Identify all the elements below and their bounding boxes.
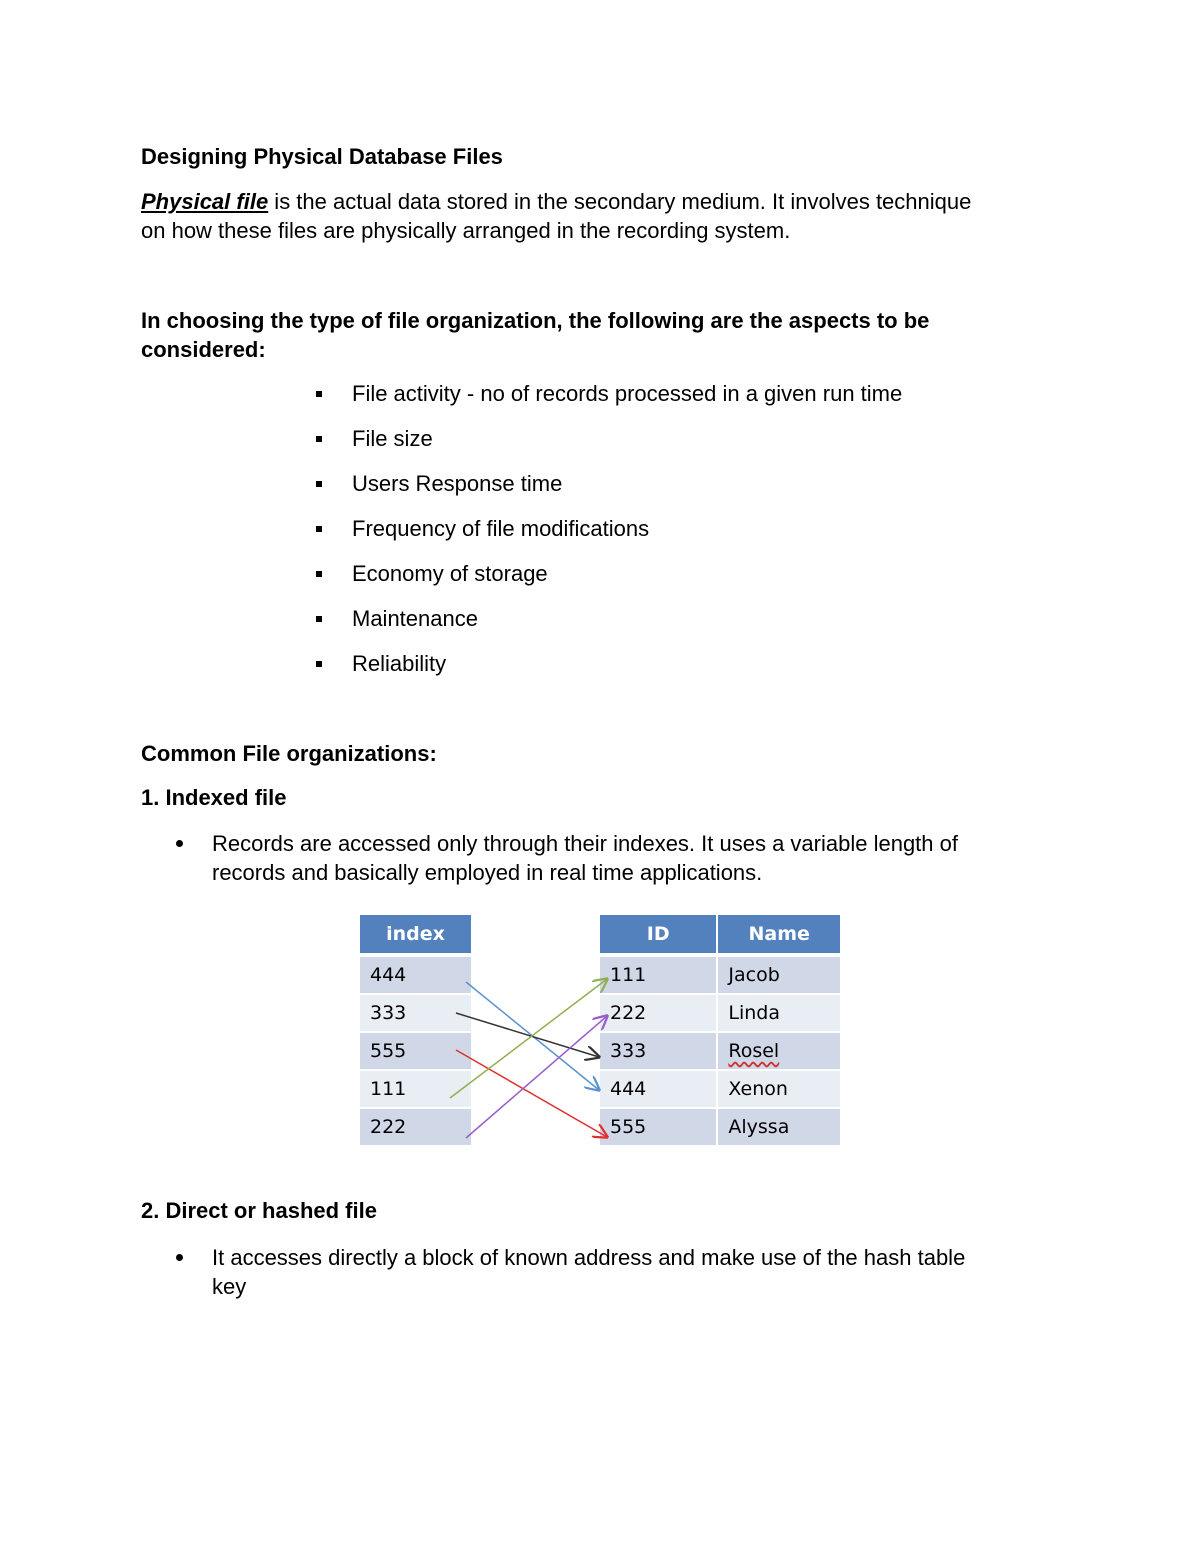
list-item: Reliability: [316, 649, 902, 694]
id-header: ID: [600, 915, 718, 955]
index-cell: 333: [360, 993, 471, 1031]
definition-line-2: on how these files are physically arranged in the recording system.: [141, 218, 791, 243]
indexed-description-line-1: Records are accessed only through their indexes. It uses a variable length of: [212, 831, 958, 856]
name-header: Name: [718, 915, 840, 955]
name-cell: Linda: [718, 993, 840, 1031]
list-item: File activity - no of records processed in a given run time: [316, 379, 902, 424]
list-item: Economy of storage: [316, 559, 902, 604]
list-item: Users Response time: [316, 469, 902, 514]
common-organizations-heading: Common File organizations:: [141, 741, 437, 766]
round-bullet-icon: [176, 1254, 183, 1261]
definition-term: Physical file: [141, 189, 269, 214]
list-item: Frequency of file modifications: [316, 514, 902, 559]
arrow-111-to-111: [450, 979, 607, 1098]
id-cell: 333: [600, 1031, 718, 1069]
name-cell: Alyssa: [718, 1107, 840, 1145]
arrow-222-to-222: [466, 1016, 607, 1138]
id-cell: 444: [600, 1069, 718, 1107]
list-item: Maintenance: [316, 604, 902, 649]
id-cell: 222: [600, 993, 718, 1031]
index-cell: 444: [360, 955, 471, 993]
index-cell: 222: [360, 1107, 471, 1145]
direct-file-heading: 2. Direct or hashed file: [141, 1198, 377, 1223]
name-cell: Jacob: [718, 955, 840, 993]
direct-description-line-2: key: [212, 1274, 247, 1299]
aspects-heading-line-2: considered:: [141, 337, 266, 362]
id-cell: 555: [600, 1107, 718, 1145]
indexed-file-heading: 1. Indexed file: [141, 785, 287, 810]
direct-file-description: [212, 1243, 965, 1301]
direct-description-line-1: It accesses directly a block of known address and make use of the hash table: [212, 1245, 966, 1270]
arrow-555-to-555: [456, 1050, 607, 1137]
aspects-heading-line-1: In choosing the type of file organization, the following are the aspects to be: [141, 308, 930, 333]
index-cell: 555: [360, 1031, 471, 1069]
arrow-333-to-333: [456, 1013, 599, 1057]
indexed-description-line-2: records and basically employed in real time applications.: [212, 860, 763, 885]
list-item: File size: [316, 424, 902, 469]
page-title: Designing Physical Database Files: [141, 144, 503, 169]
definition-line-1-rest: is the actual data stored in the secondary medium. It involves technique: [268, 189, 972, 214]
name-cell: Xenon: [718, 1069, 840, 1107]
spellcheck-underline: Rosel: [728, 1040, 780, 1062]
index-header: index: [360, 915, 471, 955]
id-cell: 111: [600, 955, 718, 993]
index-cell: 111: [360, 1069, 471, 1107]
